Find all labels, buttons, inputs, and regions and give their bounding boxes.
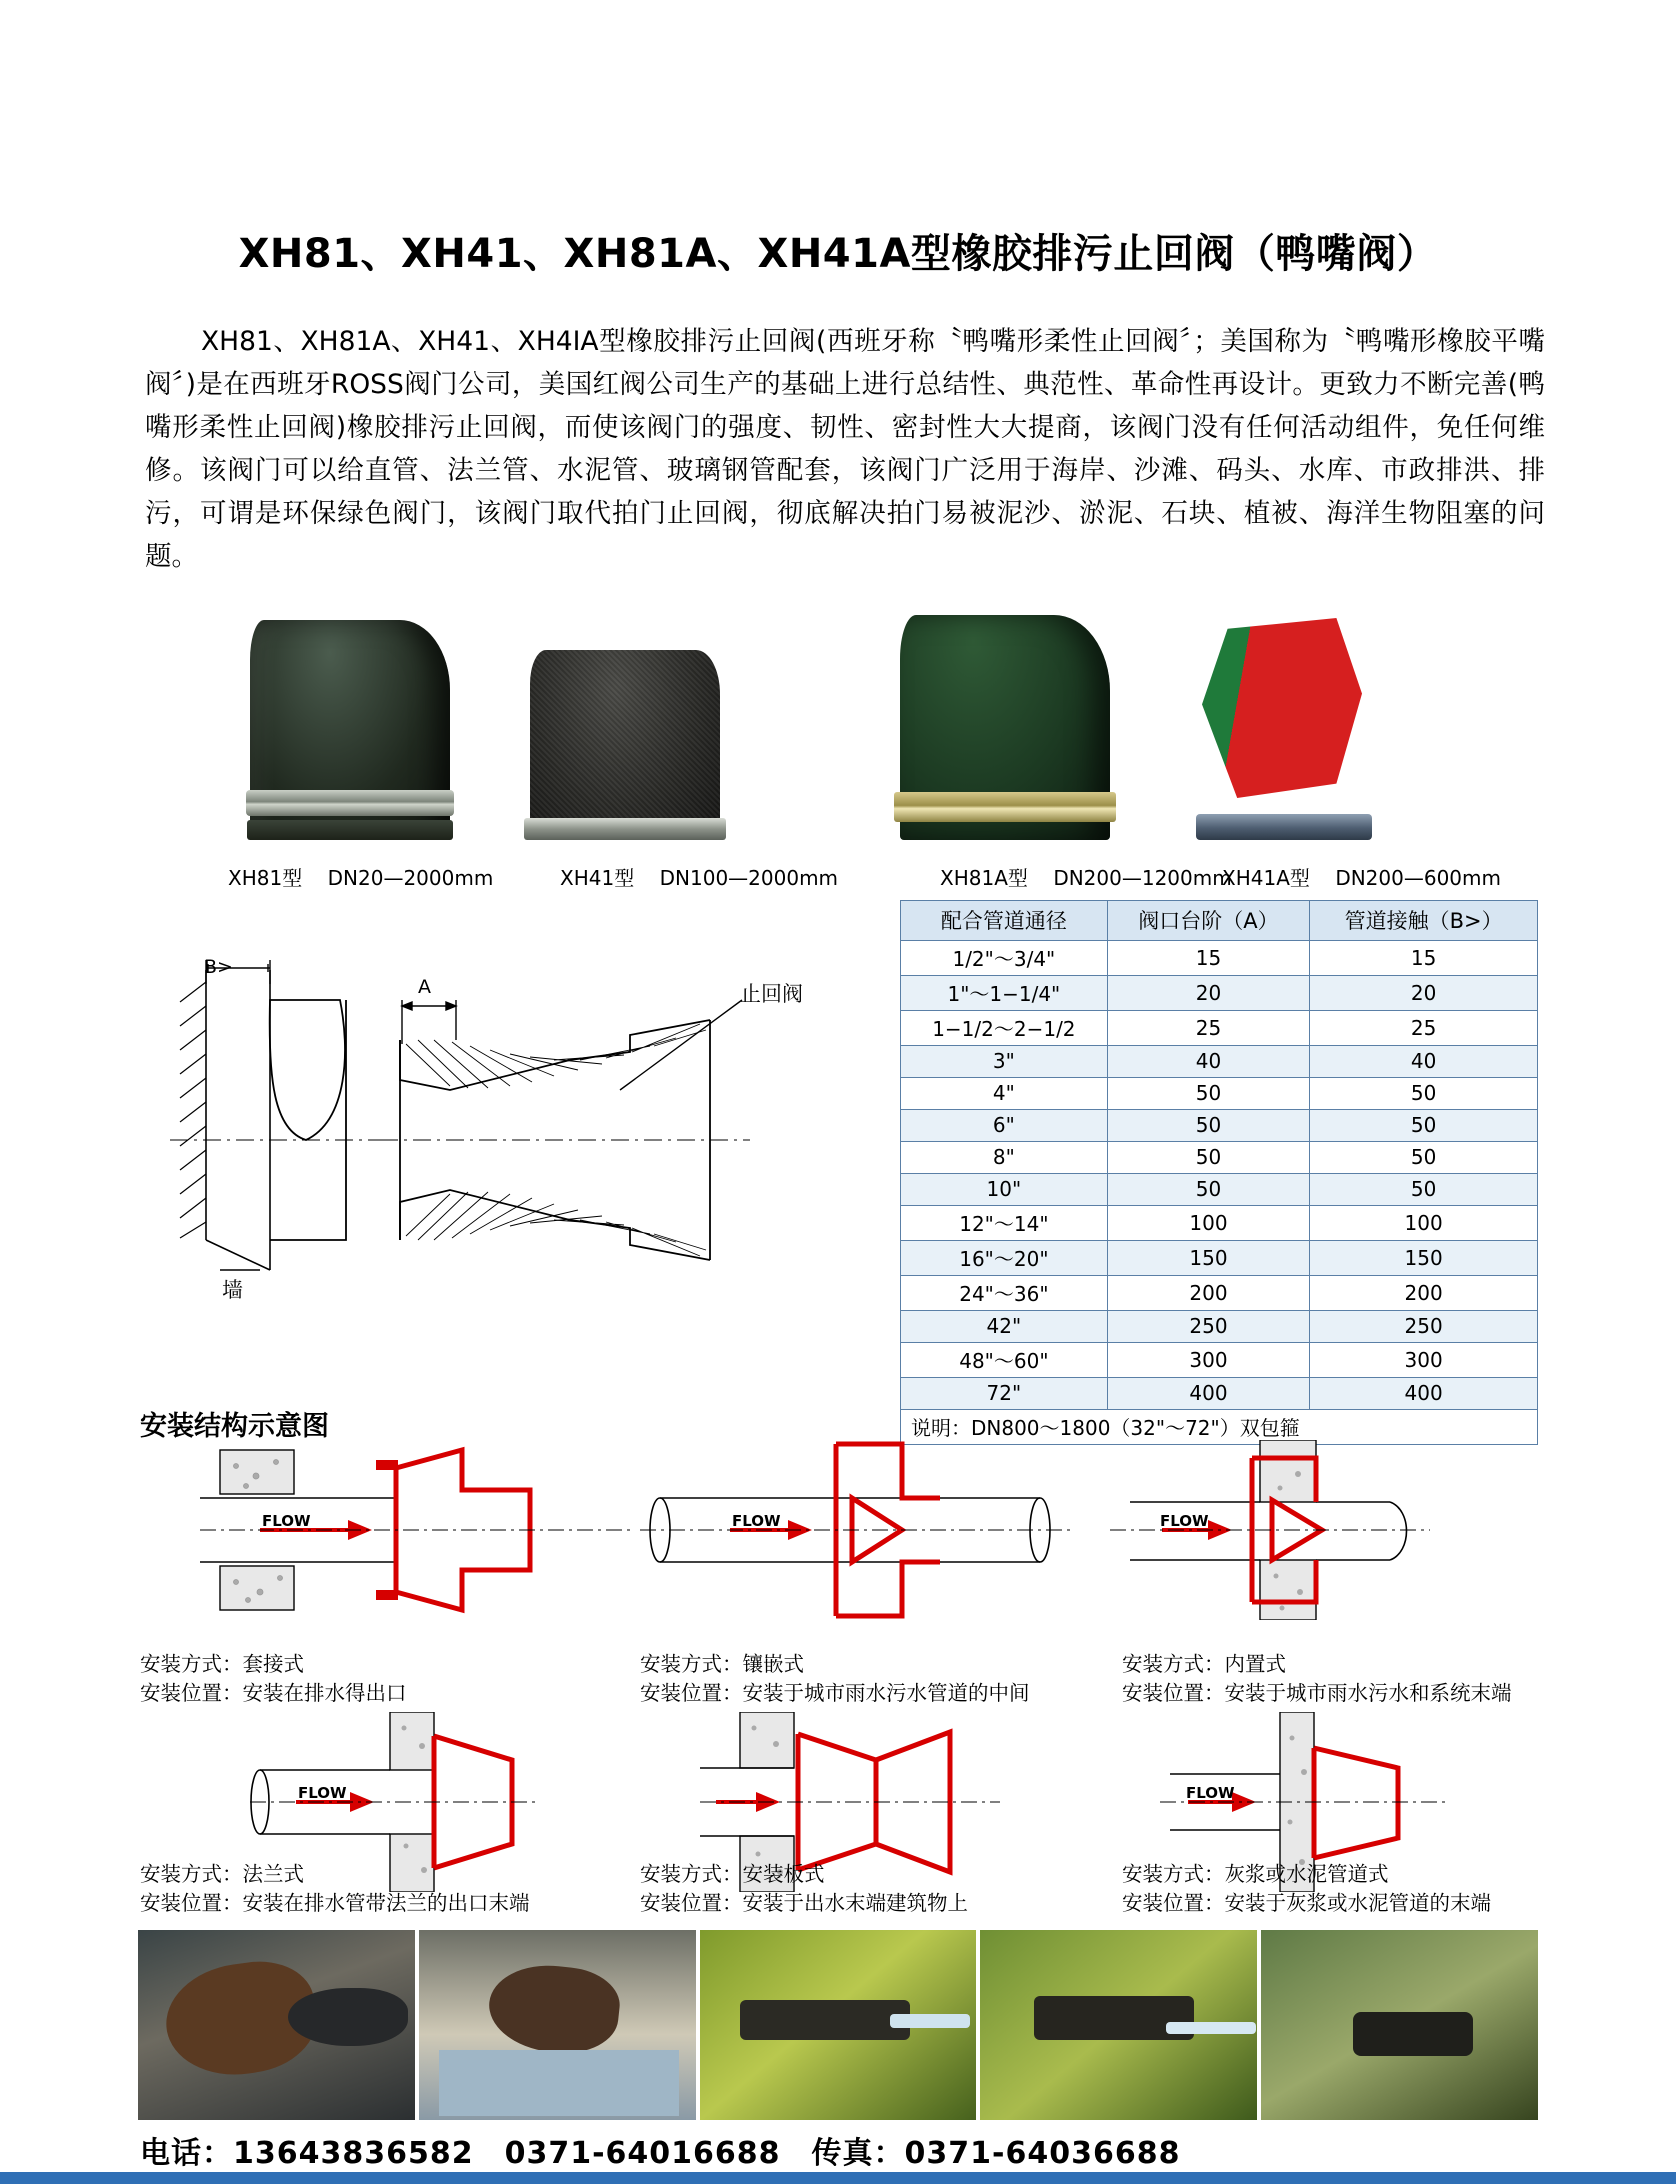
- install-method-2: 安装方式：镶嵌式: [640, 1652, 804, 1676]
- intro-paragraph: XH81、XH81A、XH41、XH4IA型橡胶排污止回阀(西班牙称〝鸭嘴形柔性止回阀〞；美国称为〝鸭嘴形橡胶平嘴阀〞)是在西班牙ROSS阀门公司，美国红阀公司生产的基础上进行总结性、典范性、革命性再设计。更致力不断完善(鸭嘴形柔性止回阀)橡胶排污止回阀，而使该阀门的强度、韧性、密封性大大提商，该阀门没有任何活动组件，免任何维修。该阀门可以给直管、法兰管、水泥管、玻璃钢管配套，该阀门广泛用于海岸、沙滩、码头、水库、市政排洪、排污，可谓是环保绿色阀门，该阀门取代拍门止回阀，彻底解决拍门易被泥沙、淤泥、石块、植被、海洋生物阻塞的问题。: [145, 326, 1545, 572]
- valve-flange-shape: [1196, 814, 1372, 840]
- table-row: [901, 1174, 1538, 1206]
- cell-contact: 50: [1310, 1110, 1538, 1142]
- table-row: [901, 1276, 1538, 1311]
- cell-contact: 100: [1310, 1206, 1538, 1241]
- table-row: [901, 1046, 1538, 1078]
- install-method-6: 安装方式：灰浆或水泥管道式: [1122, 1862, 1389, 1886]
- table-row: [901, 1110, 1538, 1142]
- application-photo-5: [1261, 1930, 1538, 2120]
- cell-contact: 50: [1310, 1142, 1538, 1174]
- table-row: [901, 1011, 1538, 1046]
- cell-diameter: 48"～60": [901, 1343, 1108, 1378]
- install-method-1: 安装方式：套接式: [140, 1652, 304, 1676]
- footer-contact: 电话：13643836582 0371-64016688 传真：0371-64036688: [140, 2136, 1181, 2171]
- cell-contact: 50: [1310, 1174, 1538, 1206]
- install-position-4: 安装位置：安装在排水管带法兰的出口末端: [140, 1891, 530, 1915]
- application-photo-4: [980, 1930, 1257, 2120]
- install-caption-2: [640, 1650, 1030, 1708]
- product-photo-xh41: [530, 650, 720, 840]
- photo-caption-xh41a: [1222, 862, 1501, 891]
- install-diagram-2: [640, 1440, 1080, 1620]
- cell-step: 15: [1107, 941, 1309, 976]
- cell-contact: 250: [1310, 1311, 1538, 1343]
- product-photo-xh41a: [1190, 610, 1380, 840]
- cell-diameter: 6": [901, 1110, 1108, 1142]
- install-position-3: 安装位置：安装于城市雨水污水和系统末端: [1122, 1681, 1512, 1705]
- photo-range-xh81: DN20—2000mm: [327, 866, 494, 890]
- cell-step: 200: [1107, 1276, 1309, 1311]
- flow-label: FLOW: [732, 1512, 781, 1530]
- photo-model-xh81a: XH81A型: [940, 866, 1028, 890]
- cell-step: 50: [1107, 1078, 1309, 1110]
- cell-contact: 40: [1310, 1046, 1538, 1078]
- photo-model-xh41a: XH41A型: [1222, 866, 1310, 890]
- table-row: [901, 941, 1538, 976]
- cell-step: 50: [1107, 1142, 1309, 1174]
- spec-col-pipe-contact: 管道接触（B>）: [1310, 901, 1538, 941]
- cell-step: 50: [1107, 1174, 1309, 1206]
- technical-drawings: [150, 940, 910, 1340]
- cell-step: 150: [1107, 1241, 1309, 1276]
- cell-diameter: 1/2"～3/4": [901, 941, 1108, 976]
- cell-step: 50: [1107, 1110, 1309, 1142]
- cell-diameter: 3": [901, 1046, 1108, 1078]
- table-row: [901, 1311, 1538, 1343]
- install-position-1: 安装位置：安装在排水得出口: [140, 1681, 407, 1705]
- product-photo-row: [230, 580, 1460, 840]
- cell-diameter: 4": [901, 1078, 1108, 1110]
- install-caption-3: [1122, 1650, 1512, 1708]
- flow-label: FLOW: [1160, 1512, 1209, 1530]
- label-check-valve: 止回阀: [740, 982, 803, 1006]
- cell-diameter: 10": [901, 1174, 1108, 1206]
- product-photo-xh81a: [900, 615, 1110, 840]
- table-row: [901, 1378, 1538, 1410]
- photo-model-xh41: XH41型: [560, 866, 635, 890]
- install-caption-1: [140, 1650, 407, 1708]
- install-caption-4: [140, 1860, 530, 1918]
- table-row: [901, 1343, 1538, 1378]
- install-position-6: 安装位置：安装于灰浆或水泥管道的末端: [1122, 1891, 1491, 1915]
- cell-diameter: 24"～36": [901, 1276, 1108, 1311]
- cell-contact: 400: [1310, 1378, 1538, 1410]
- install-section-title: 安装结构示意图: [140, 1411, 329, 1442]
- cell-diameter: 12"～14": [901, 1206, 1108, 1241]
- cell-step: 20: [1107, 976, 1309, 1011]
- footer-bar: [0, 2172, 1676, 2184]
- flow-label: FLOW: [298, 1784, 347, 1802]
- photo-caption-xh41: [560, 862, 838, 891]
- cell-contact: 15: [1310, 941, 1538, 976]
- table-row: [901, 976, 1538, 1011]
- cell-step: 400: [1107, 1378, 1309, 1410]
- cell-step: 25: [1107, 1011, 1309, 1046]
- application-photo-3: [700, 1930, 977, 2120]
- cell-step: 40: [1107, 1046, 1309, 1078]
- photo-caption-xh81a: [940, 862, 1232, 891]
- dim-label-b: B>: [204, 956, 233, 978]
- cell-diameter: 16"～20": [901, 1241, 1108, 1276]
- cell-contact: 150: [1310, 1241, 1538, 1276]
- spec-table: [900, 900, 1538, 1445]
- photo-range-xh41a: DN200—600mm: [1335, 866, 1501, 890]
- flow-label: FLOW: [1186, 1784, 1235, 1802]
- table-row: [901, 1241, 1538, 1276]
- label-wall: 墙: [222, 1278, 243, 1302]
- install-caption-5: [640, 1860, 968, 1918]
- photo-model-xh81: XH81型: [228, 866, 303, 890]
- cell-contact: 20: [1310, 976, 1538, 1011]
- table-row: [901, 1142, 1538, 1174]
- cell-diameter: 72": [901, 1378, 1108, 1410]
- cell-step: 100: [1107, 1206, 1309, 1241]
- install-method-5: 安装方式：安装板式: [640, 1862, 825, 1886]
- spec-col-valve-step: 阀口台阶（A）: [1107, 901, 1309, 941]
- install-position-5: 安装位置：安装于出水末端建筑物上: [640, 1891, 968, 1915]
- install-caption-6: [1122, 1860, 1491, 1918]
- spec-col-pipe-diameter: 配合管道通径: [901, 901, 1108, 941]
- application-photo-2: [419, 1930, 696, 2120]
- dim-label-a: A: [418, 976, 431, 998]
- application-photo-strip: [138, 1930, 1538, 2120]
- install-method-4: 安装方式：法兰式: [140, 1862, 304, 1886]
- cell-diameter: 8": [901, 1142, 1108, 1174]
- cell-contact: 300: [1310, 1343, 1538, 1378]
- cell-contact: 25: [1310, 1011, 1538, 1046]
- install-diagram-1: [200, 1440, 640, 1620]
- cell-diameter: 42": [901, 1311, 1108, 1343]
- spec-table-header-row: [901, 901, 1538, 941]
- photo-caption-xh81: [228, 862, 493, 891]
- photo-range-xh81a: DN200—1200mm: [1053, 866, 1232, 890]
- flow-label: FLOW: [262, 1512, 311, 1530]
- cell-step: 300: [1107, 1343, 1309, 1378]
- application-photo-1: [138, 1930, 415, 2120]
- table-row: [901, 1078, 1538, 1110]
- valve-body-shape: [1202, 618, 1362, 798]
- table-row: [901, 1206, 1538, 1241]
- photo-range-xh41: DN100—2000mm: [659, 866, 839, 890]
- cell-step: 250: [1107, 1311, 1309, 1343]
- install-position-2: 安装位置：安装于城市雨水污水管道的中间: [640, 1681, 1030, 1705]
- install-diagram-row-1: [0, 1440, 1676, 1650]
- install-diagram-3: [1090, 1440, 1530, 1620]
- spec-table-body: [901, 941, 1538, 1445]
- product-photo-xh81: [250, 620, 450, 840]
- cell-diameter: 1−1/2～2−1/2: [901, 1011, 1108, 1046]
- cell-diameter: 1"～1−1/4": [901, 976, 1108, 1011]
- page-title: XH81、XH41、XH81A、XH41A型橡胶排污止回阀（鸭嘴阀）: [238, 231, 1438, 277]
- install-method-3: 安装方式：内置式: [1122, 1652, 1286, 1676]
- cell-contact: 200: [1310, 1276, 1538, 1311]
- spec-table-note: 说明：DN800～1800（32"～72"）双包箍: [901, 1410, 1538, 1445]
- cell-contact: 50: [1310, 1078, 1538, 1110]
